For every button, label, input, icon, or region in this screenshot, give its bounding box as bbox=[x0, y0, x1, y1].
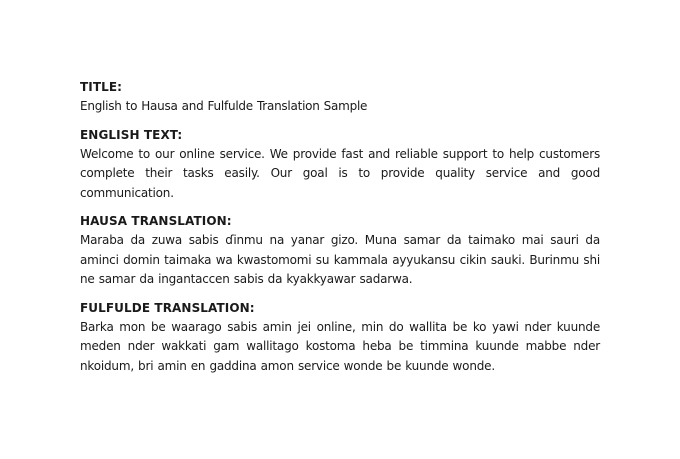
english-text: Welcome to our online service. We provide fast and reliable support to help customers complete their tasks easily. Our goal is to provide quality service and good communication. bbox=[80, 146, 600, 200]
title-text: English to Hausa and Fulfulde Translation Sample bbox=[80, 99, 368, 113]
hausa-section bbox=[80, 212, 600, 290]
fulfulde-heading: FULFULDE TRANSLATION: bbox=[80, 300, 255, 315]
fulfulde-text: Barka mon be waarago sabis amin jei online, min do wallita be ko yawi nder kuunde meden nder wakkati gam wallitago kostoma heba be timmina kuunde mabbe nder nkoidum, bri amin en gaddina amon service wonde be kuunde wonde. bbox=[80, 319, 600, 373]
hausa-text: Maraba da zuwa sabis ɗinmu na yanar gizo. Muna samar da taimako mai sauri da aminci domin taimaka wa kwastomomi su kammala ayyukansu cikin sauki. Burinmu shi ne samar da ingantaccen sabis da kyakkyawar sadarwa. bbox=[80, 233, 600, 286]
hausa-heading: HAUSA TRANSLATION: bbox=[80, 214, 232, 228]
title-section bbox=[80, 78, 600, 117]
document-page bbox=[80, 78, 600, 382]
english-section bbox=[80, 126, 600, 204]
title-heading: TITLE: bbox=[80, 80, 123, 94]
fulfulde-section bbox=[80, 299, 600, 377]
english-heading: ENGLISH TEXT: bbox=[80, 127, 183, 142]
